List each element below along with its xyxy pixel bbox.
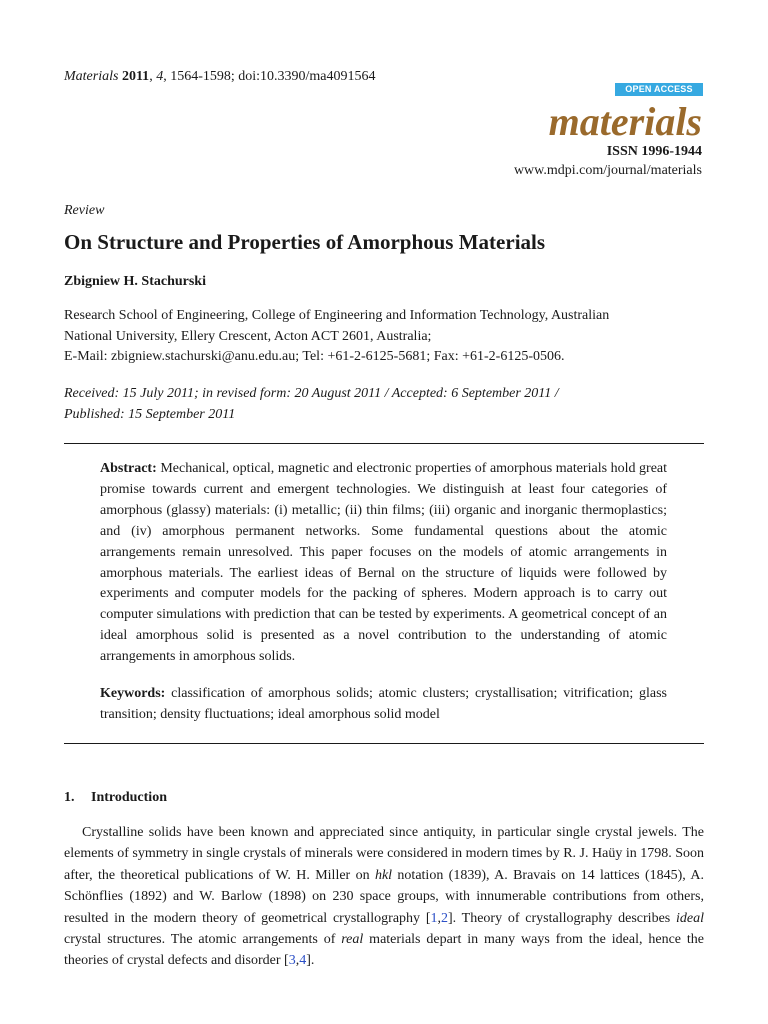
abstract (100, 459, 667, 668)
intro-text: materials depart in many ways from the ideal, hence the theories of crystal defects and disorder [ (64, 932, 704, 969)
intro-text: notation (1839), A. Bravais on 14 lattices (1845), A. Schönflies (1892) and W. Barlow (1898) on 230 space groups, with innumerable contributions from others, resulted in the modern theory of geometrical crystallography [ (64, 867, 704, 926)
dates-line: Received: 15 July 2011; in revised form: 20 August 2011 / Accepted: 6 September 2011 / (64, 386, 559, 401)
affiliation (64, 306, 704, 368)
intro-hkl: hkl (374, 867, 393, 883)
citation-link[interactable]: 2 (440, 910, 448, 926)
journal-name: Materials (64, 69, 119, 84)
affiliation-line: Research School of Engineering, College of Engineering and Information Technology, Australian (64, 308, 610, 323)
publication-year: 2011 (121, 69, 150, 84)
intro-text: crystal structures. The atomic arrangements of (64, 932, 342, 948)
publication-dates (64, 384, 704, 425)
journal-url[interactable]: www.mdpi.com/journal/materials (513, 163, 702, 178)
section-number: 1. (64, 790, 75, 805)
author-name: Zbigniew H. Stachurski (64, 274, 206, 289)
abstract-label: Abstract: (100, 461, 157, 476)
volume-number: 4 (156, 69, 164, 84)
citation-link[interactable]: 1 (430, 910, 438, 926)
open-access-badge: OPEN ACCESS (615, 83, 703, 96)
intro-ideal: ideal (676, 910, 705, 926)
citation-link[interactable]: 4 (299, 953, 307, 969)
contact-line: E-Mail: zbigniew.stachurski@anu.edu.au; Tel: +61-2-6125-5681; Fax: +61-2-6125-0506. (64, 349, 565, 364)
citation-line: Materials 2011, 4, 1564-1598; doi:10.3390/ma4091564 (64, 69, 376, 84)
abstract-text: Mechanical, optical, magnetic and electronic properties of amorphous materials hold great promise towards current and emergent technologies. We distinguish at least four categories of amorphous (glassy) materials: (i) metallic; (ii) thin films; (iii) organic and inorganic thermoplastics; and (iv) amorphous permanent networks. Some fundamental questions about the atomic arrangements remain unresolved. This paper focuses on the models of atomic arrangements in amorphous materials. The earliest ideas of Bernal on the structure of liquids were followed by experiments and computer models for the packing of spheres. Modern approach is to carry out computer simulations with prediction that can be tested by experiments. A geometrical concept of an ideal amorphous solid is presented as a novel contribution to the understanding of atomic arrangements in amorphous solids. (100, 461, 668, 665)
keywords-text: classification of amorphous solids; atomic clusters; crystallisation; vitrification; glass transition; density fluctuations; ideal amorphous solid model (100, 686, 668, 722)
issn: ISSN 1996-1944 (606, 144, 702, 159)
dates-line: Published: 15 September 2011 (64, 406, 236, 422)
intro-text: ]. (306, 953, 315, 969)
article-type: Review (64, 203, 105, 218)
citation-link[interactable]: 3 (288, 953, 296, 969)
intro-text: Crystalline solids have been known and appreciated since antiquity, in particular single crystal jewels. The elements of symmetry in single crystals of minerals were considered in modern times by R. J. Haüy in 1798. Soon after, the theoretical publications of W. H. Miller on (64, 825, 704, 883)
section-title: Introduction (91, 790, 167, 805)
paper-title: On Structure and Properties of Amorphous Materials (64, 230, 546, 254)
pages-doi: , 1564-1598; doi:10.3390/ma4091564 (163, 69, 376, 84)
keywords (100, 684, 667, 726)
keywords-label: Keywords: (100, 686, 166, 701)
divider-bottom (64, 743, 704, 744)
section-heading (64, 789, 167, 807)
intro-text: ]. Theory of crystallography describes (447, 910, 677, 926)
intro-paragraph: Crystalline solids have been known and appreciated since antiquity, in particular single crystal jewels. The elements of symmetry in single crystals of minerals were considered in modern times by R. J. Haüy in 1798. Soon after, the theoretical publications of W. H. Miller on hkl notation (1839), A. Bravais on 14 lattices (1845), A. Schönflies (1892) and W. Barlow (1898) on 230 space groups, with innumerable contributions from others, resulted in the modern theory of geometrical crystallography [1,2]. Theory of crystallography describes ideal crystal structures. The atomic arrangements of real materials depart in many ways from the ideal, hence the theories of crystal defects and disorder [3,4]. (64, 825, 705, 969)
affiliation-line: National University, Ellery Crescent, Acton ACT 2601, Australia; (64, 328, 432, 344)
journal-logo: materials (548, 99, 702, 144)
intro-real: real (341, 932, 364, 948)
divider-top (64, 443, 704, 444)
